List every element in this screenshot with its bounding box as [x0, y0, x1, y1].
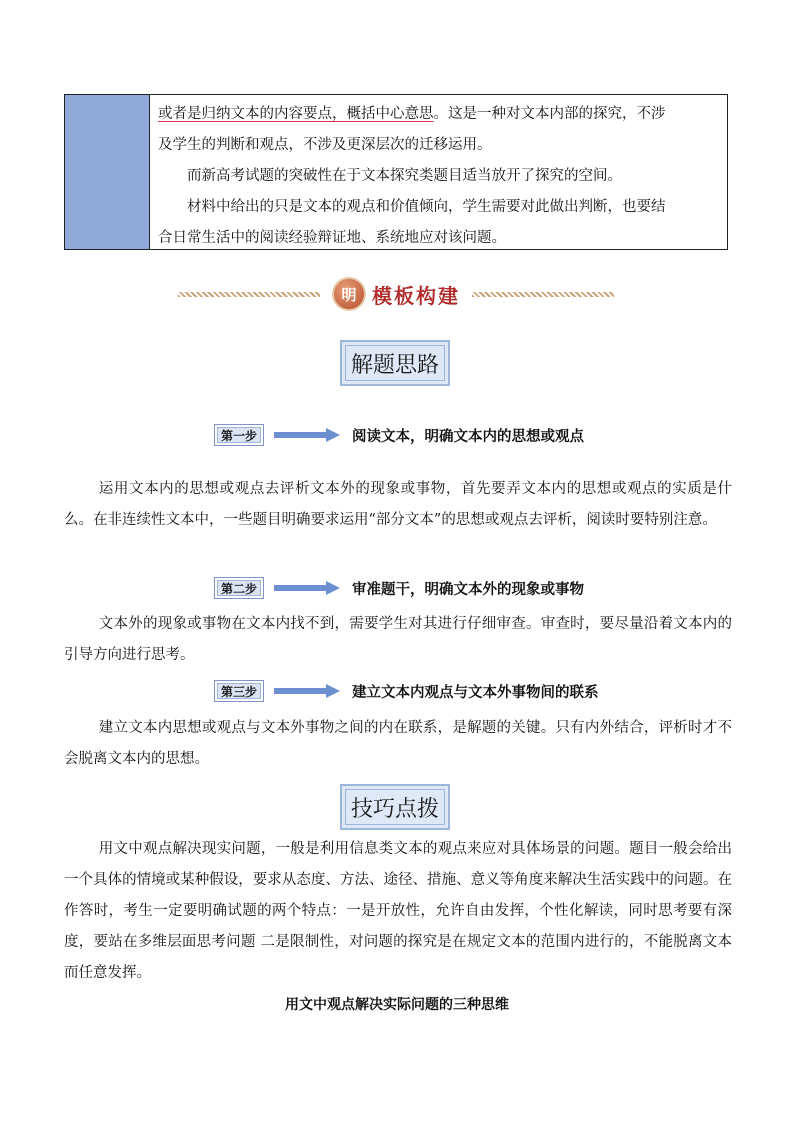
- step-1: [214, 424, 584, 446]
- paragraph-2: 文本外的现象或事物在文本内找不到，需要学生对其进行仔细审查。审查时，要尽量沿着文本内的引导方向进行思考。: [64, 616, 732, 663]
- table-line-1: 或者是归纳文本的内容要点，概括中心意思。这是一种对文本内部的探究，不涉: [158, 106, 666, 122]
- banner-right-line: [472, 292, 614, 297]
- step-3: [214, 680, 599, 702]
- step-2: [214, 577, 584, 599]
- table-line-3: 而新高考试题的突破性在于文本探究类题目适当放开了探究的空间。: [187, 168, 622, 184]
- step-text: 建立文本内观点与文本外事物间的联系: [352, 683, 599, 701]
- table-line-5: 合日常生活中的阅读经验辩证地、系统地应对该问题。: [158, 230, 506, 246]
- section-approach: [340, 340, 450, 386]
- banner-left-line: [178, 292, 320, 297]
- step-text: 阅读文本，明确文本内的思想或观点: [352, 427, 584, 445]
- arrow-right-icon: [274, 428, 340, 442]
- paragraph-3: 建立文本内思想或观点与文本外事物之间的内在联系，是解题的关键。只有内外结合，评析时才不会脱离文本内的思想。: [64, 720, 732, 767]
- arrow-right-icon: [274, 684, 340, 698]
- section-tips-title: 技巧点拨: [345, 789, 445, 825]
- step-text: 审准题干，明确文本外的现象或事物: [352, 580, 584, 598]
- table-content-cell: [150, 95, 727, 249]
- paragraph-4: 用文中观点解决现实问题，一般是利用信息类文本的观点来应对具体场景的问题。题目一般会给出一个具体的情境或某种假设，要求从态度、方法、途径、措施、意义等角度来解决生活实践中的问题。在作答时，考生一定要明确试题的两个特点：一是开放性，允许自由发挥，个性化解读，同时思考要有深度，要站在多维层面思考问题 二是限制性，对问题的探究是在规定文本的范围内进行的，不能脱离文本而任意发挥。: [64, 841, 732, 981]
- arrow-right-icon: [274, 581, 340, 595]
- underlined-text: 或者是归纳文本的内容要点，概括中心意思: [158, 106, 434, 122]
- template-banner: [178, 276, 614, 312]
- banner-title: 模板构建: [372, 283, 460, 308]
- step-label: 第二步: [214, 577, 264, 599]
- table-line-4: 材料中给出的只是文本的观点和价值倾向，学生需要对此做出判断，也要结: [187, 199, 666, 215]
- step-label: 第一步: [214, 424, 264, 446]
- table-line-2: 及学生的判断和观点，不涉及更深层次的迁移运用。: [158, 137, 492, 153]
- table-label-cell: [65, 95, 150, 249]
- section-tips: [340, 784, 450, 830]
- top-table: [64, 94, 728, 250]
- banner-badge-icon: 明: [332, 277, 366, 311]
- step-label: 第三步: [214, 680, 264, 702]
- section-approach-title: 解题思路: [345, 345, 445, 381]
- paragraph-1: 运用文本内的思想或观点去评析文本外的现象或事物，首先要弄文本内的思想或观点的实质是什么。在非连续性文本中，一些题目明确要求运用“部分文本”的思想或观点去评析，阅读时要特别注意。: [64, 481, 732, 528]
- caption: 用文中观点解决实际问题的三种思维: [285, 997, 509, 1013]
